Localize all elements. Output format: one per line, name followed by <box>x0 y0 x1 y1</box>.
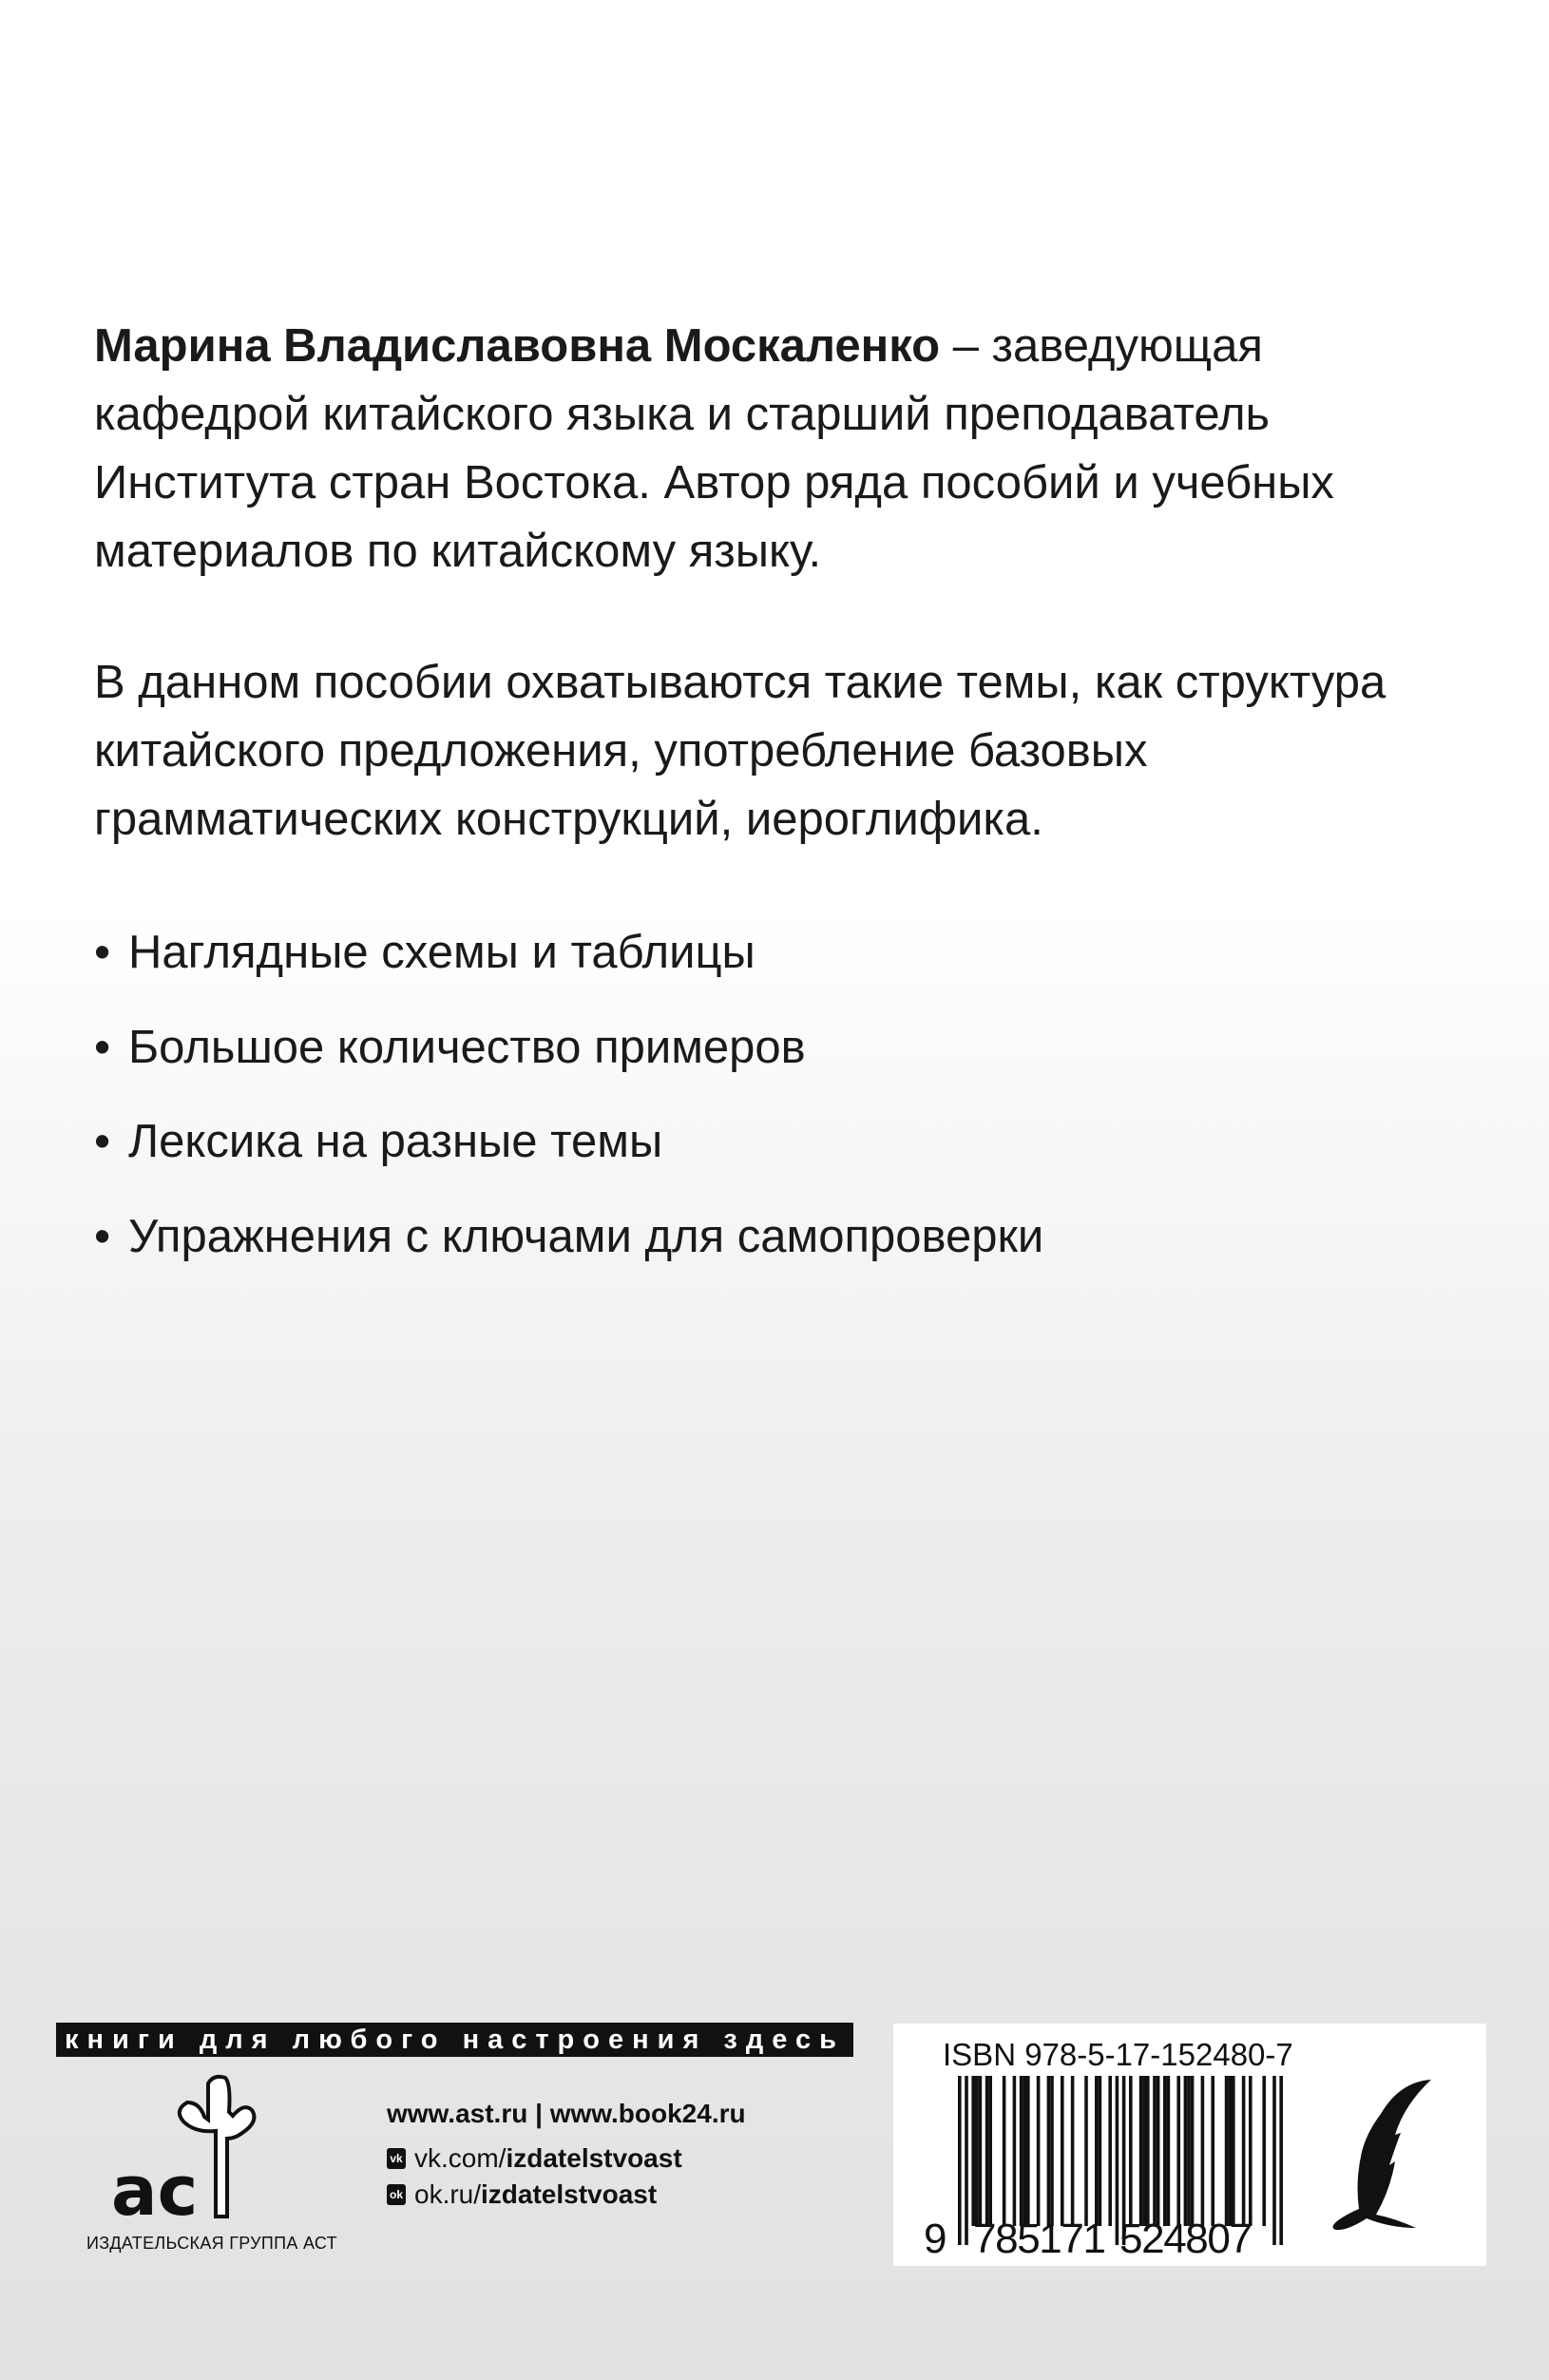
barcode-right-digits: 524807 <box>1119 2216 1253 2256</box>
barcode-bar <box>1187 2076 1191 2226</box>
ast-logo <box>109 2074 276 2226</box>
barcode-bar <box>1108 2076 1112 2226</box>
book-description: В данном пособии охватываются такие темы, как структура китайского предложения, употребление базовых грамматических конструкций, иероглифика. <box>94 657 1386 845</box>
feature-item: • Большое количество примеров <box>94 1021 806 1073</box>
barcode-left-digits: 785171 <box>973 2216 1106 2256</box>
barcode-bar <box>1061 2076 1064 2226</box>
odnoklassniki-icon: ok <box>387 2184 406 2205</box>
barcode-bar <box>1023 2076 1026 2226</box>
barcode-first-digit: 9 <box>924 2216 947 2256</box>
barcode-bar <box>1249 2076 1253 2226</box>
ok-link[interactable]: ok ok.ru/ izdatelstvoast <box>387 2177 746 2213</box>
vk-link[interactable]: vk vk.com/ izdatelstvoast <box>387 2140 746 2177</box>
barcode-guard-bar <box>965 2076 968 2245</box>
barcode-bar <box>1084 2076 1088 2226</box>
barcode-bar <box>1095 2076 1099 2226</box>
barcode-bar <box>1262 2076 1266 2226</box>
publisher-name: ИЗДАТЕЛЬСКАЯ ГРУППА АСТ <box>86 2234 337 2253</box>
barcode-bar <box>1142 2076 1146 2226</box>
barcode-bar <box>1013 2076 1017 2226</box>
barcode-guard-bar <box>1272 2076 1276 2245</box>
barcode-bar <box>1184 2076 1188 2226</box>
barcode-bar <box>1050 2076 1054 2226</box>
barcode-bar <box>1071 2076 1075 2226</box>
barcode-bar <box>1232 2076 1235 2226</box>
feature-list <box>94 918 1043 1296</box>
isbn-label: ISBN 978-5-17-152480-7 <box>943 2037 1293 2072</box>
barcode-bar <box>985 2076 989 2226</box>
barcode-panel <box>893 2024 1486 2266</box>
feature-item: • Наглядные схемы и таблицы <box>94 927 755 978</box>
barcode-bar <box>1026 2076 1030 2226</box>
barcode-bar <box>1139 2076 1143 2226</box>
barcode-bar <box>1047 2076 1051 2226</box>
feature-item: • Упражнения с ключами для самопроверки <box>94 1210 1044 1262</box>
website-links[interactable]: www.ast.ru | www.book24.ru <box>387 2099 746 2128</box>
barcode-bar <box>975 2076 979 2226</box>
barcode-bar <box>1003 2076 1006 2226</box>
vk-icon: vk <box>387 2148 406 2169</box>
barcode-bar <box>1163 2076 1167 2226</box>
barcode-bar <box>1242 2076 1246 2226</box>
barcode-bar <box>1099 2076 1102 2226</box>
barcode-guard-bar <box>1116 2076 1119 2245</box>
barcode-bar <box>1167 2076 1171 2226</box>
barcode-bar <box>1228 2076 1232 2226</box>
barcode-bar <box>988 2076 992 2226</box>
barcode-bar <box>1211 2076 1214 2226</box>
feather-quill-icon <box>1310 2076 1443 2242</box>
barcode-bar <box>1146 2076 1150 2226</box>
feature-item: • Лексика на разные темы <box>94 1116 663 1167</box>
barcode-guard-bar <box>958 2076 962 2245</box>
barcode-bar <box>1037 2076 1041 2226</box>
barcode-bar <box>1225 2076 1229 2226</box>
svg-text:ac: ac <box>111 2151 199 2226</box>
barcode-bar <box>1201 2076 1205 2226</box>
barcode-guard-bar <box>1279 2076 1283 2245</box>
barcode-bar <box>971 2076 975 2226</box>
author-name: Марина Владиславовна Москаленко <box>94 320 941 372</box>
barcode-bar <box>1191 2076 1195 2226</box>
barcode-bar <box>1157 2076 1160 2226</box>
publisher-links <box>387 2099 746 2213</box>
slogan-banner: книги для любого настроения здесь <box>56 2023 853 2057</box>
barcode-bar <box>979 2076 983 2226</box>
author-bio: Марина Владиславовна Москаленко – заведующая кафедрой китайского языка и старший преподаватель Института стран Востока. Автор ряда пособий и учебных материалов по китайскому языку. <box>94 320 1334 577</box>
barcode-bar <box>1176 2076 1180 2226</box>
barcode-bar <box>1020 2076 1023 2226</box>
ean13-barcode <box>922 2076 1302 2256</box>
barcode-bar <box>1129 2076 1133 2226</box>
barcode-bar <box>1153 2076 1157 2226</box>
